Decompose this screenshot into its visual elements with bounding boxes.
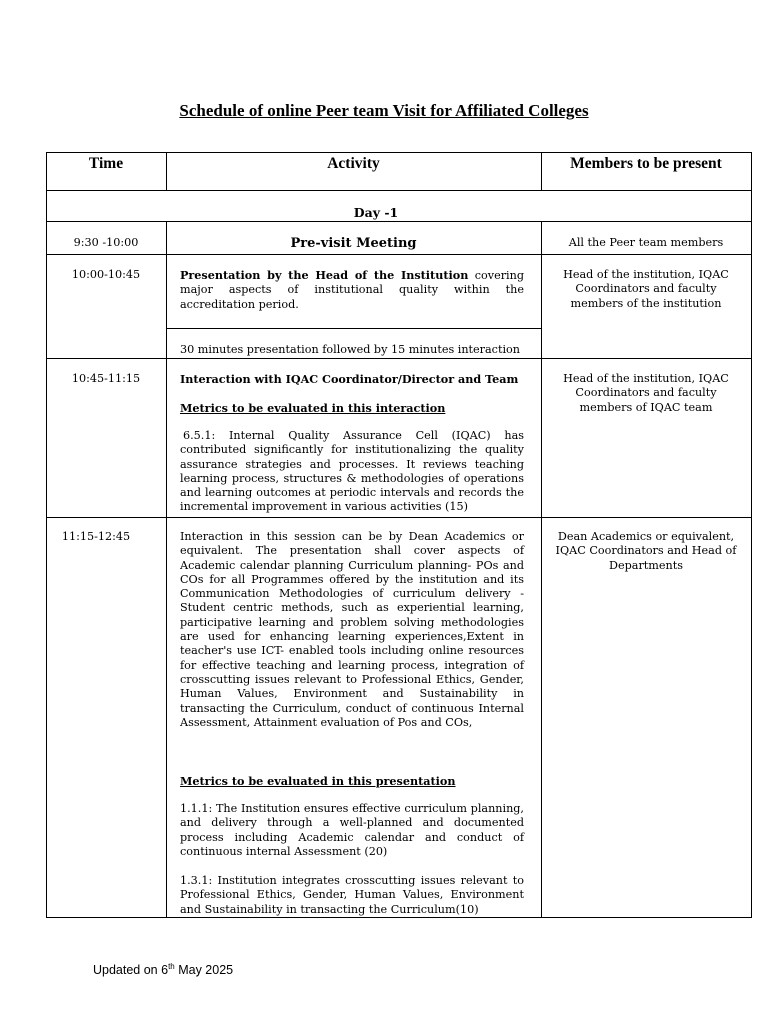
- row4-metric-1: 1.1.1: The Institution ensures effective curriculum planning, and delivery through a well-planned and documented process including Academic calendar and conduct of continuous internal Assessment (20): [180, 802, 524, 858]
- updated-sup: th: [168, 961, 175, 971]
- page-title: Schedule of online Peer team Visit for Affiliated Colleges: [179, 101, 589, 120]
- row3-activity-title: Interaction with IQAC Coordinator/Director and Team: [180, 372, 519, 386]
- row2-activity-sub: 30 minutes presentation followed by 15 minutes interaction: [180, 343, 520, 356]
- table-border-header-bottom: [46, 190, 752, 191]
- row3-time: 10:45-11:15: [71, 372, 141, 385]
- table-border-day-bottom: [46, 221, 752, 222]
- table-col-divider-2: [541, 221, 542, 918]
- updated-suffix: May 2025: [174, 963, 234, 977]
- day-label: Day -1: [353, 205, 399, 220]
- row2-time: 10:00-10:45: [71, 268, 141, 281]
- table-border-row2-split: [166, 328, 542, 329]
- table-border-right: [751, 152, 752, 918]
- row4-metrics-heading: Metrics to be evaluated in this presentation: [180, 774, 456, 788]
- table-border-row3-bottom: [46, 517, 752, 518]
- row2-activity: [180, 268, 524, 312]
- header-activity: Activity: [327, 155, 380, 172]
- updated-date: [93, 963, 233, 977]
- row4-time: 11:15-12:45: [61, 530, 131, 543]
- row3-metrics-heading: Metrics to be evaluated in this interaction: [180, 401, 446, 415]
- row3-metric-1: 6.5.1: Internal Quality Assurance Cell (IQAC) has contributed significantly for institutionalizing the quality assurance strategies and processes. It reviews teaching learning process, structures & methodologies of operations and learning outcomes at periodic intervals and records the incremental improvement in various activities (15): [180, 429, 524, 514]
- header-members: Members to be present: [570, 155, 722, 172]
- updated-prefix: Updated on 6: [93, 963, 169, 977]
- row2-activity-bold: Presentation by the Head of the Institution: [180, 268, 469, 282]
- table-border-row1-bottom: [46, 254, 752, 255]
- table-col-divider-1: [166, 221, 167, 918]
- table-border-bottom: [46, 917, 752, 918]
- row1-activity-title: Pre-visit Meeting: [290, 236, 417, 251]
- row1-members: All the Peer team members: [568, 236, 724, 249]
- row2-members: Head of the institution, IQAC Coordinators and faculty members of the institution: [563, 268, 729, 310]
- row4-metric-2: 1.3.1: Institution integrates crosscutting issues relevant to Professional Ethics, Gender, Human Values, Environment and Sustainability in transacting the Curriculum(10): [180, 874, 524, 916]
- row4-members: Dean Academics or equivalent, IQAC Coordinators and Head of Departments: [555, 530, 737, 572]
- row1-time: 9:30 -10:00: [73, 236, 139, 249]
- table-border-top: [46, 152, 752, 153]
- row3-members: Head of the institution, IQAC Coordinators and faculty members of IQAC team: [563, 372, 729, 414]
- table-border-row2-bottom: [46, 358, 752, 359]
- header-time: Time: [88, 155, 124, 172]
- row4-activity-text: Interaction in this session can be by Dean Academics or equivalent. The presentation shall cover aspects of Academic calendar planning Curriculum planning- POs and COs for all Programmes offered by the institution and its Communication Methodologies of curriculum delivery - Student centric methods, such as experiential learning, participative learning and problem solving methodologies are used for enhancing learning experiences,Extent in teacher's use ICT- enabled tools including online resources for effective teaching and learning process, integration of crosscutting issues relevant to Professional Ethics, Gender, Human Values, Environment and Sustainability in transacting the Curriculum, conduct of continuous Internal Assessment, Attainment evaluation of Pos and COs,: [180, 530, 524, 729]
- row2-activity-rest: covering major aspects of institutional quality within the accreditation period.: [180, 269, 524, 311]
